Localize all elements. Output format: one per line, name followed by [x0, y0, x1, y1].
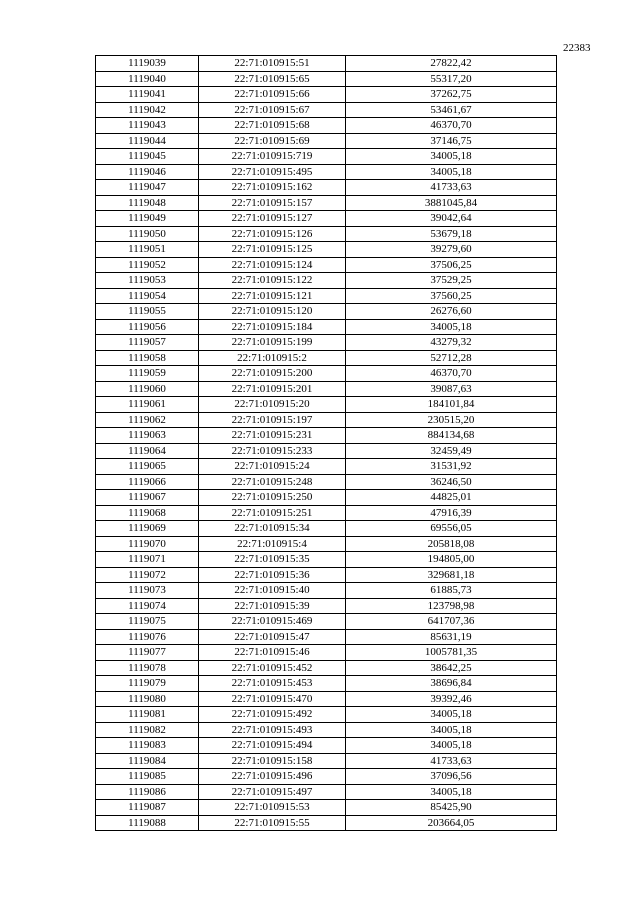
- cadastral-number-cell: 22:71:010915:68: [199, 118, 346, 134]
- table-row: [96, 552, 557, 568]
- table-row: [96, 335, 557, 351]
- cadastral-value-cell: 38696,84: [346, 676, 557, 692]
- table-row: [96, 71, 557, 87]
- cadastral-number-cell: 22:71:010915:157: [199, 195, 346, 211]
- row-number-cell: 1119070: [96, 536, 199, 552]
- cadastral-value-cell: 205818,08: [346, 536, 557, 552]
- cadastral-number-cell: 22:71:010915:46: [199, 645, 346, 661]
- row-number-cell: 1119071: [96, 552, 199, 568]
- cadastral-number-cell: 22:71:010915:251: [199, 505, 346, 521]
- table-row: [96, 707, 557, 723]
- row-number-cell: 1119049: [96, 211, 199, 227]
- row-number-cell: 1119042: [96, 102, 199, 118]
- cadastral-value-cell: 123798,98: [346, 598, 557, 614]
- table-row: [96, 412, 557, 428]
- cadastral-number-cell: 22:71:010915:162: [199, 180, 346, 196]
- cadastral-number-cell: 22:71:010915:470: [199, 691, 346, 707]
- page-number: 22383: [563, 42, 591, 54]
- table-row: [96, 350, 557, 366]
- cadastral-number-cell: 22:71:010915:66: [199, 87, 346, 103]
- row-number-cell: 1119046: [96, 164, 199, 180]
- cadastral-value-cell: 37560,25: [346, 288, 557, 304]
- row-number-cell: 1119054: [96, 288, 199, 304]
- table-row: [96, 288, 557, 304]
- row-number-cell: 1119068: [96, 505, 199, 521]
- cadastral-number-cell: 22:71:010915:250: [199, 490, 346, 506]
- row-number-cell: 1119044: [96, 133, 199, 149]
- cadastral-number-cell: 22:71:010915:36: [199, 567, 346, 583]
- cadastral-number-cell: 22:71:010915:53: [199, 800, 346, 816]
- table-row: [96, 133, 557, 149]
- table-row: [96, 645, 557, 661]
- table-row: [96, 490, 557, 506]
- cadastral-number-cell: 22:71:010915:126: [199, 226, 346, 242]
- row-number-cell: 1119085: [96, 769, 199, 785]
- cadastral-number-cell: 22:71:010915:719: [199, 149, 346, 165]
- table-row: [96, 598, 557, 614]
- table-row: [96, 257, 557, 273]
- cadastral-value-cell: 32459,49: [346, 443, 557, 459]
- cadastral-value-cell: 52712,28: [346, 350, 557, 366]
- table-row: [96, 800, 557, 816]
- cadastral-value-cell: 53461,67: [346, 102, 557, 118]
- cadastral-value-cell: 203664,05: [346, 815, 557, 831]
- cadastral-value-cell: 34005,18: [346, 319, 557, 335]
- cadastral-number-cell: 22:71:010915:40: [199, 583, 346, 599]
- row-number-cell: 1119039: [96, 56, 199, 72]
- cadastral-number-cell: 22:71:010915:496: [199, 769, 346, 785]
- row-number-cell: 1119067: [96, 490, 199, 506]
- row-number-cell: 1119041: [96, 87, 199, 103]
- row-number-cell: 1119061: [96, 397, 199, 413]
- cadastral-value-cell: 194805,00: [346, 552, 557, 568]
- table-row: [96, 474, 557, 490]
- cadastral-value-cell: 43279,32: [346, 335, 557, 351]
- table-row: [96, 784, 557, 800]
- table-row: [96, 397, 557, 413]
- row-number-cell: 1119075: [96, 614, 199, 630]
- cadastral-value-cell: 34005,18: [346, 707, 557, 723]
- cadastral-value-cell: 39392,46: [346, 691, 557, 707]
- table-row: [96, 443, 557, 459]
- row-number-cell: 1119047: [96, 180, 199, 196]
- cadastral-value-cell: 37529,25: [346, 273, 557, 289]
- row-number-cell: 1119060: [96, 381, 199, 397]
- row-number-cell: 1119082: [96, 722, 199, 738]
- cadastral-value-cell: 39279,60: [346, 242, 557, 258]
- cadastral-value-cell: 34005,18: [346, 784, 557, 800]
- cadastral-value-cell: 41733,63: [346, 180, 557, 196]
- table-row: [96, 629, 557, 645]
- cadastral-number-cell: 22:71:010915:158: [199, 753, 346, 769]
- cadastral-number-cell: 22:71:010915:492: [199, 707, 346, 723]
- row-number-cell: 1119074: [96, 598, 199, 614]
- table-row: [96, 56, 557, 72]
- cadastral-value-cell: 34005,18: [346, 149, 557, 165]
- table-row: [96, 459, 557, 475]
- table-row: [96, 428, 557, 444]
- row-number-cell: 1119051: [96, 242, 199, 258]
- cadastral-number-cell: 22:71:010915:233: [199, 443, 346, 459]
- cadastral-value-cell: 85631,19: [346, 629, 557, 645]
- table-row: [96, 149, 557, 165]
- row-number-cell: 1119078: [96, 660, 199, 676]
- cadastral-number-cell: 22:71:010915:51: [199, 56, 346, 72]
- cadastral-number-cell: 22:71:010915:20: [199, 397, 346, 413]
- cadastral-number-cell: 22:71:010915:453: [199, 676, 346, 692]
- cadastral-value-cell: 37262,75: [346, 87, 557, 103]
- cadastral-value-cell: 69556,05: [346, 521, 557, 537]
- cadastral-number-cell: 22:71:010915:127: [199, 211, 346, 227]
- cadastral-value-cell: 27822,42: [346, 56, 557, 72]
- row-number-cell: 1119079: [96, 676, 199, 692]
- cadastral-number-cell: 22:71:010915:34: [199, 521, 346, 537]
- cadastral-number-cell: 22:71:010915:120: [199, 304, 346, 320]
- cadastral-value-cell: 39042,64: [346, 211, 557, 227]
- cadastral-value-table: [95, 55, 557, 831]
- table-body: [96, 56, 557, 831]
- table-row: [96, 583, 557, 599]
- row-number-cell: 1119083: [96, 738, 199, 754]
- cadastral-value-cell: 1005781,35: [346, 645, 557, 661]
- row-number-cell: 1119087: [96, 800, 199, 816]
- cadastral-value-cell: 34005,18: [346, 722, 557, 738]
- cadastral-number-cell: 22:71:010915:231: [199, 428, 346, 444]
- row-number-cell: 1119059: [96, 366, 199, 382]
- row-number-cell: 1119080: [96, 691, 199, 707]
- cadastral-number-cell: 22:71:010915:24: [199, 459, 346, 475]
- cadastral-value-cell: 37506,25: [346, 257, 557, 273]
- row-number-cell: 1119065: [96, 459, 199, 475]
- row-number-cell: 1119057: [96, 335, 199, 351]
- cadastral-number-cell: 22:71:010915:125: [199, 242, 346, 258]
- cadastral-value-cell: 184101,84: [346, 397, 557, 413]
- row-number-cell: 1119052: [96, 257, 199, 273]
- row-number-cell: 1119043: [96, 118, 199, 134]
- cadastral-value-cell: 884134,68: [346, 428, 557, 444]
- table-row: [96, 567, 557, 583]
- cadastral-number-cell: 22:71:010915:452: [199, 660, 346, 676]
- row-number-cell: 1119086: [96, 784, 199, 800]
- table-row: [96, 738, 557, 754]
- cadastral-number-cell: 22:71:010915:65: [199, 71, 346, 87]
- cadastral-value-cell: 26276,60: [346, 304, 557, 320]
- cadastral-value-cell: 37096,56: [346, 769, 557, 785]
- cadastral-value-cell: 41733,63: [346, 753, 557, 769]
- cadastral-value-cell: 3881045,84: [346, 195, 557, 211]
- table-row: [96, 536, 557, 552]
- cadastral-number-cell: 22:71:010915:184: [199, 319, 346, 335]
- cadastral-value-cell: 44825,01: [346, 490, 557, 506]
- table-row: [96, 180, 557, 196]
- cadastral-value-cell: 55317,20: [346, 71, 557, 87]
- cadastral-value-cell: 329681,18: [346, 567, 557, 583]
- row-number-cell: 1119084: [96, 753, 199, 769]
- row-number-cell: 1119055: [96, 304, 199, 320]
- row-number-cell: 1119073: [96, 583, 199, 599]
- row-number-cell: 1119069: [96, 521, 199, 537]
- table-row: [96, 381, 557, 397]
- cadastral-value-cell: 37146,75: [346, 133, 557, 149]
- cadastral-value-cell: 46370,70: [346, 366, 557, 382]
- cadastral-number-cell: 22:71:010915:124: [199, 257, 346, 273]
- table-row: [96, 676, 557, 692]
- cadastral-number-cell: 22:71:010915:494: [199, 738, 346, 754]
- table-row: [96, 118, 557, 134]
- table-row: [96, 304, 557, 320]
- cadastral-value-cell: 230515,20: [346, 412, 557, 428]
- row-number-cell: 1119088: [96, 815, 199, 831]
- row-number-cell: 1119058: [96, 350, 199, 366]
- row-number-cell: 1119045: [96, 149, 199, 165]
- cadastral-number-cell: 22:71:010915:200: [199, 366, 346, 382]
- table-row: [96, 815, 557, 831]
- row-number-cell: 1119064: [96, 443, 199, 459]
- table-row: [96, 769, 557, 785]
- cadastral-value-cell: 47916,39: [346, 505, 557, 521]
- row-number-cell: 1119076: [96, 629, 199, 645]
- cadastral-value-cell: 641707,36: [346, 614, 557, 630]
- cadastral-number-cell: 22:71:010915:248: [199, 474, 346, 490]
- cadastral-value-cell: 34005,18: [346, 738, 557, 754]
- row-number-cell: 1119072: [96, 567, 199, 583]
- table-row: [96, 87, 557, 103]
- cadastral-value-cell: 39087,63: [346, 381, 557, 397]
- row-number-cell: 1119063: [96, 428, 199, 444]
- cadastral-number-cell: 22:71:010915:497: [199, 784, 346, 800]
- cadastral-number-cell: 22:71:010915:493: [199, 722, 346, 738]
- cadastral-number-cell: 22:71:010915:199: [199, 335, 346, 351]
- table-row: [96, 242, 557, 258]
- cadastral-value-cell: 53679,18: [346, 226, 557, 242]
- row-number-cell: 1119040: [96, 71, 199, 87]
- cadastral-number-cell: 22:71:010915:55: [199, 815, 346, 831]
- cadastral-number-cell: 22:71:010915:67: [199, 102, 346, 118]
- cadastral-number-cell: 22:71:010915:121: [199, 288, 346, 304]
- cadastral-number-cell: 22:71:010915:122: [199, 273, 346, 289]
- cadastral-value-cell: 61885,73: [346, 583, 557, 599]
- cadastral-value-cell: 36246,50: [346, 474, 557, 490]
- table-row: [96, 521, 557, 537]
- table-row: [96, 226, 557, 242]
- cadastral-number-cell: 22:71:010915:47: [199, 629, 346, 645]
- cadastral-value-cell: 46370,70: [346, 118, 557, 134]
- table-row: [96, 722, 557, 738]
- row-number-cell: 1119081: [96, 707, 199, 723]
- cadastral-number-cell: 22:71:010915:201: [199, 381, 346, 397]
- cadastral-number-cell: 22:71:010915:39: [199, 598, 346, 614]
- table-row: [96, 366, 557, 382]
- cadastral-number-cell: 22:71:010915:4: [199, 536, 346, 552]
- cadastral-value-cell: 31531,92: [346, 459, 557, 475]
- table-row: [96, 273, 557, 289]
- table-row: [96, 691, 557, 707]
- cadastral-number-cell: 22:71:010915:197: [199, 412, 346, 428]
- table-row: [96, 660, 557, 676]
- table-row: [96, 753, 557, 769]
- table-row: [96, 164, 557, 180]
- table-row: [96, 614, 557, 630]
- cadastral-value-cell: 34005,18: [346, 164, 557, 180]
- row-number-cell: 1119048: [96, 195, 199, 211]
- cadastral-number-cell: 22:71:010915:35: [199, 552, 346, 568]
- row-number-cell: 1119062: [96, 412, 199, 428]
- row-number-cell: 1119077: [96, 645, 199, 661]
- table-row: [96, 195, 557, 211]
- row-number-cell: 1119066: [96, 474, 199, 490]
- table-row: [96, 505, 557, 521]
- table-row: [96, 102, 557, 118]
- cadastral-value-cell: 38642,25: [346, 660, 557, 676]
- cadastral-number-cell: 22:71:010915:69: [199, 133, 346, 149]
- cadastral-value-cell: 85425,90: [346, 800, 557, 816]
- table-row: [96, 211, 557, 227]
- row-number-cell: 1119056: [96, 319, 199, 335]
- table-row: [96, 319, 557, 335]
- cadastral-number-cell: 22:71:010915:469: [199, 614, 346, 630]
- cadastral-number-cell: 22:71:010915:495: [199, 164, 346, 180]
- row-number-cell: 1119050: [96, 226, 199, 242]
- cadastral-number-cell: 22:71:010915:2: [199, 350, 346, 366]
- row-number-cell: 1119053: [96, 273, 199, 289]
